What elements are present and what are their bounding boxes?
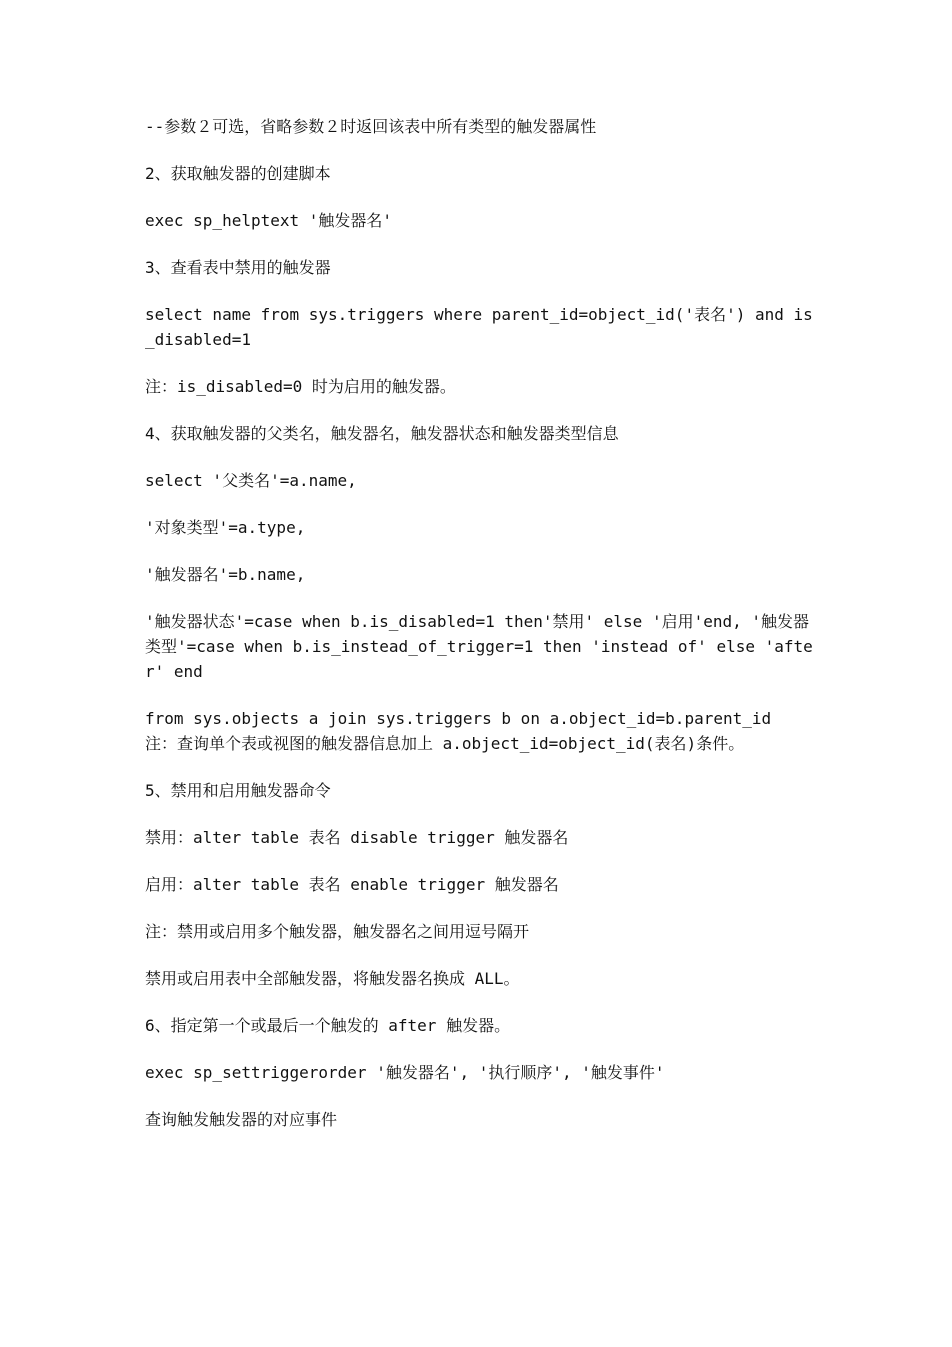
code-disable-trigger: 禁用：alter table 表名 disable trigger 触发器名 [145,828,569,847]
code-select-disabled-triggers: select name from sys.triggers where parent_id=object_id('表名') and is_disabled=1 [145,305,813,349]
note-single-table-filter: 注：查询单个表或视图的触发器信息加上 a.object_id=object_id(表名)条件。 [145,734,745,753]
text-query-trigger-events: 查询触发触发器的对应事件 [145,1110,338,1129]
code-object-type: '对象类型'=a.type, [145,518,306,537]
note-is-disabled: 注：is_disabled=0 时为启用的触发器。 [145,377,456,396]
document-body [145,114,815,1154]
note-parameter-2-optional: --参数２可选，省略参数２时返回该表中所有类型的触发器属性 [145,117,597,136]
note-all-triggers: 禁用或启用表中全部触发器，将触发器名换成 ALL。 [145,969,520,988]
note-multiple-triggers: 注：禁用或启用多个触发器，触发器名之间用逗号隔开 [145,922,530,941]
code-trigger-name: '触发器名'=b.name, [145,565,306,584]
code-enable-trigger: 启用：alter table 表名 enable trigger 触发器名 [145,875,559,894]
heading-view-disabled-triggers: 3、查看表中禁用的触发器 [145,258,331,277]
code-trigger-status-type: '触发器状态'=case when b.is_disabled=1 then'禁用' else '启用'end, '触发器类型'=case when b.is_instead_of_trigger=1 then 'instead of' else 'after' end [145,612,813,681]
code-select-parent-name: select '父类名'=a.name, [145,471,357,490]
code-sp-helptext: exec sp_helptext '触发器名' [145,211,393,230]
heading-disable-enable-commands: 5、禁用和启用触发器命令 [145,781,331,800]
code-from-join: from sys.objects a join sys.triggers b on a.object_id=b.parent_id [145,709,772,728]
code-sp-settriggerorder: exec sp_settriggerorder '触发器名', '执行顺序', '触发事件' [145,1063,665,1082]
heading-get-trigger-info: 4、获取触发器的父类名，触发器名，触发器状态和触发器类型信息 [145,424,619,443]
heading-trigger-order: 6、指定第一个或最后一个触发的 after 触发器。 [145,1016,511,1035]
heading-get-trigger-script: 2、获取触发器的创建脚本 [145,164,331,183]
